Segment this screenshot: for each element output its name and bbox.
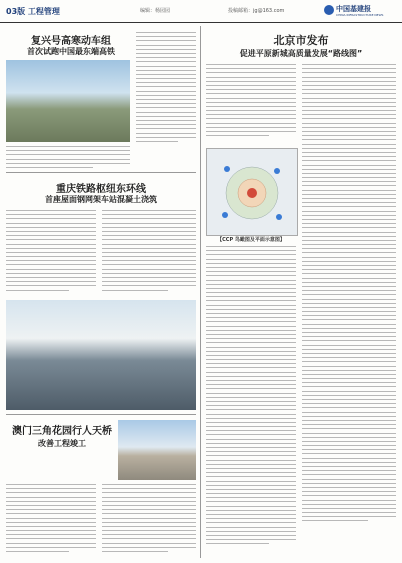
- article1-photo: [6, 60, 130, 142]
- article2-subtitle: 促进平原新城高质量发展“路线图”: [239, 49, 363, 58]
- article4-body-right: [102, 484, 196, 558]
- email-label: 投稿邮箱：jg@163.com: [228, 8, 285, 14]
- article2-body-left-bottom: [206, 246, 296, 558]
- article4-title: 澳门三角花园行人天桥: [12, 426, 112, 437]
- article1-title: 复兴号高寒动车组: [31, 36, 111, 47]
- newspaper-logo-sub: CHINA INFRASTRUCTURE NEWS: [336, 13, 384, 17]
- article1-divider: [6, 172, 196, 173]
- article4-body-left: [6, 484, 96, 558]
- article1-body-left: [6, 146, 130, 170]
- article3-photo: [6, 300, 196, 410]
- article1-subtitle: 首次试跑中国最东端高铁: [27, 47, 115, 56]
- page-header: [0, 0, 402, 23]
- newspaper-logo: 中国基建报: [336, 5, 371, 13]
- article2-body-right: [302, 64, 396, 558]
- article3-subtitle: 首座屋面钢网架车站混凝土浇筑: [45, 195, 157, 204]
- logo-icon: [324, 5, 334, 15]
- page-label: 03版 工程管理: [6, 7, 60, 16]
- article3-body-left: [6, 210, 96, 296]
- article3-title: 重庆铁路枢纽东环线: [56, 184, 146, 195]
- article3-body-right: [102, 210, 196, 296]
- article2-map: [206, 148, 298, 236]
- map-caption: 【CCP 鸟瞰图及平面示意图】: [217, 237, 285, 243]
- article4-subtitle: 改善工程竣工: [38, 439, 86, 448]
- article4-photo: [118, 420, 196, 480]
- article1-body-right: [136, 32, 196, 152]
- editor-label: 编辑：杨园园: [140, 8, 171, 14]
- map-graphic: [207, 149, 297, 235]
- article2-body-left-top: [206, 64, 296, 144]
- article2-title: 北京市发布: [273, 34, 329, 47]
- article3-divider: [6, 414, 196, 415]
- column-divider: [200, 26, 201, 558]
